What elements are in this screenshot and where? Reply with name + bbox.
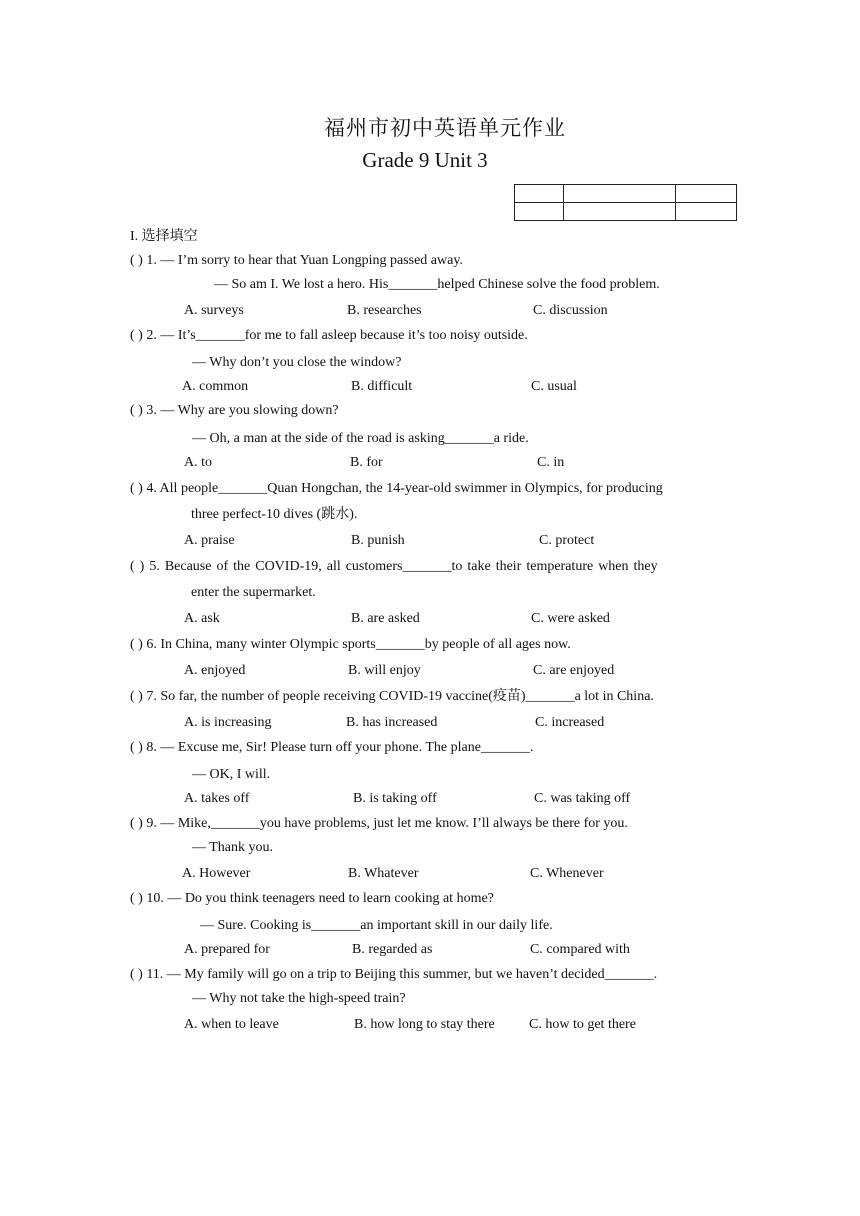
question-1-option-a: A. surveys xyxy=(184,303,244,318)
section-heading: I. 选择填空 xyxy=(130,229,198,244)
question-4-option-c: C. protect xyxy=(539,533,595,548)
question-3-option-c: C. in xyxy=(537,455,565,470)
question-6-option-b: B. will enjoy xyxy=(348,663,421,678)
question-9-option-b: B. Whatever xyxy=(348,866,419,881)
question-1-option-c: C. discussion xyxy=(533,303,608,318)
question-5-option-b: B. are asked xyxy=(351,611,420,626)
question-10-option-a: A. prepared for xyxy=(184,942,270,957)
question-1-stem: ( ) 1. — I’m sorry to hear that Yuan Longping passed away. xyxy=(130,253,463,268)
question-11-option-b: B. how long to stay there xyxy=(354,1017,495,1032)
question-4-stem: ( ) 4. All people_______Quan Hongchan, the 14-year-old swimmer in Olympics, for producing xyxy=(130,481,663,496)
question-8-reply: — OK, I will. xyxy=(192,767,271,782)
question-4-option-b: B. punish xyxy=(351,533,405,548)
page-subtitle: Grade 9 Unit 3 xyxy=(362,148,488,172)
question-5-option-c: C. were asked xyxy=(531,611,610,626)
question-6-stem: ( ) 6. In China, many winter Olympic sports_______by people of all ages now. xyxy=(130,637,571,652)
question-4-option-a: A. praise xyxy=(184,533,235,548)
question-8-stem: ( ) 8. — Excuse me, Sir! Please turn off your phone. The plane_______. xyxy=(130,740,534,755)
info-cell xyxy=(515,185,564,203)
question-3-reply: — Oh, a man at the side of the road is asking_______a ride. xyxy=(192,431,529,446)
question-3-option-b: B. for xyxy=(350,455,383,470)
question-5-stem-continued: enter the supermarket. xyxy=(191,585,316,600)
info-cell xyxy=(515,203,564,221)
info-table-row xyxy=(515,185,737,203)
question-9-stem: ( ) 9. — Mike,_______you have problems, just let me know. I’ll always be there for you. xyxy=(130,816,628,831)
question-7-stem: ( ) 7. So far, the number of people receiving COVID-19 vaccine(疫苗)_______a lot in China. xyxy=(130,689,654,704)
question-11-option-c: C. how to get there xyxy=(529,1017,636,1032)
question-4-stem-continued: three perfect-10 dives (跳水). xyxy=(191,507,358,522)
info-cell xyxy=(676,203,737,221)
question-8-option-c: C. was taking off xyxy=(534,791,631,806)
question-9-option-a: A. However xyxy=(182,866,251,881)
question-3-stem: ( ) 3. — Why are you slowing down? xyxy=(130,403,339,418)
question-7-option-b: B. has increased xyxy=(346,715,438,730)
info-table xyxy=(514,184,737,221)
question-1-reply: — So am I. We lost a hero. His_______helped Chinese solve the food problem. xyxy=(214,277,660,292)
question-11-stem: ( ) 11. — My family will go on a trip to Beijing this summer, but we haven’t decided_______. xyxy=(130,967,658,982)
question-8-option-b: B. is taking off xyxy=(353,791,437,806)
page-title: 福州市初中英语单元作业 xyxy=(324,116,566,140)
question-9-option-c: C. Whenever xyxy=(530,866,604,881)
question-9-reply: — Thank you. xyxy=(192,840,274,855)
question-2-option-a: A. common xyxy=(182,379,249,394)
question-11-option-a: A. when to leave xyxy=(184,1017,279,1032)
info-cell xyxy=(564,185,676,203)
question-5-stem: ( ) 5. Because of the COVID-19, all customers_______to take their temperature when they xyxy=(130,559,658,574)
info-cell xyxy=(676,185,737,203)
question-1-option-b: B. researches xyxy=(347,303,422,318)
question-10-stem: ( ) 10. — Do you think teenagers need to learn cooking at home? xyxy=(130,891,494,906)
question-3-option-a: A. to xyxy=(184,455,212,470)
question-11-reply: — Why not take the high-speed train? xyxy=(192,991,406,1006)
question-5-option-a: A. ask xyxy=(184,611,220,626)
question-2-option-b: B. difficult xyxy=(351,379,413,394)
question-7-option-a: A. is increasing xyxy=(184,715,272,730)
question-7-option-c: C. increased xyxy=(535,715,605,730)
question-6-option-c: C. are enjoyed xyxy=(533,663,615,678)
question-2-option-c: C. usual xyxy=(531,379,577,394)
info-cell xyxy=(564,203,676,221)
question-10-option-b: B. regarded as xyxy=(352,942,433,957)
question-8-option-a: A. takes off xyxy=(184,791,250,806)
question-2-reply: — Why don’t you close the window? xyxy=(192,355,402,370)
question-10-reply: — Sure. Cooking is_______an important skill in our daily life. xyxy=(200,918,553,933)
info-table-row xyxy=(515,203,737,221)
question-6-option-a: A. enjoyed xyxy=(184,663,246,678)
question-2-stem: ( ) 2. — It’s_______for me to fall asleep because it’s too noisy outside. xyxy=(130,328,528,343)
question-10-option-c: C. compared with xyxy=(530,942,630,957)
